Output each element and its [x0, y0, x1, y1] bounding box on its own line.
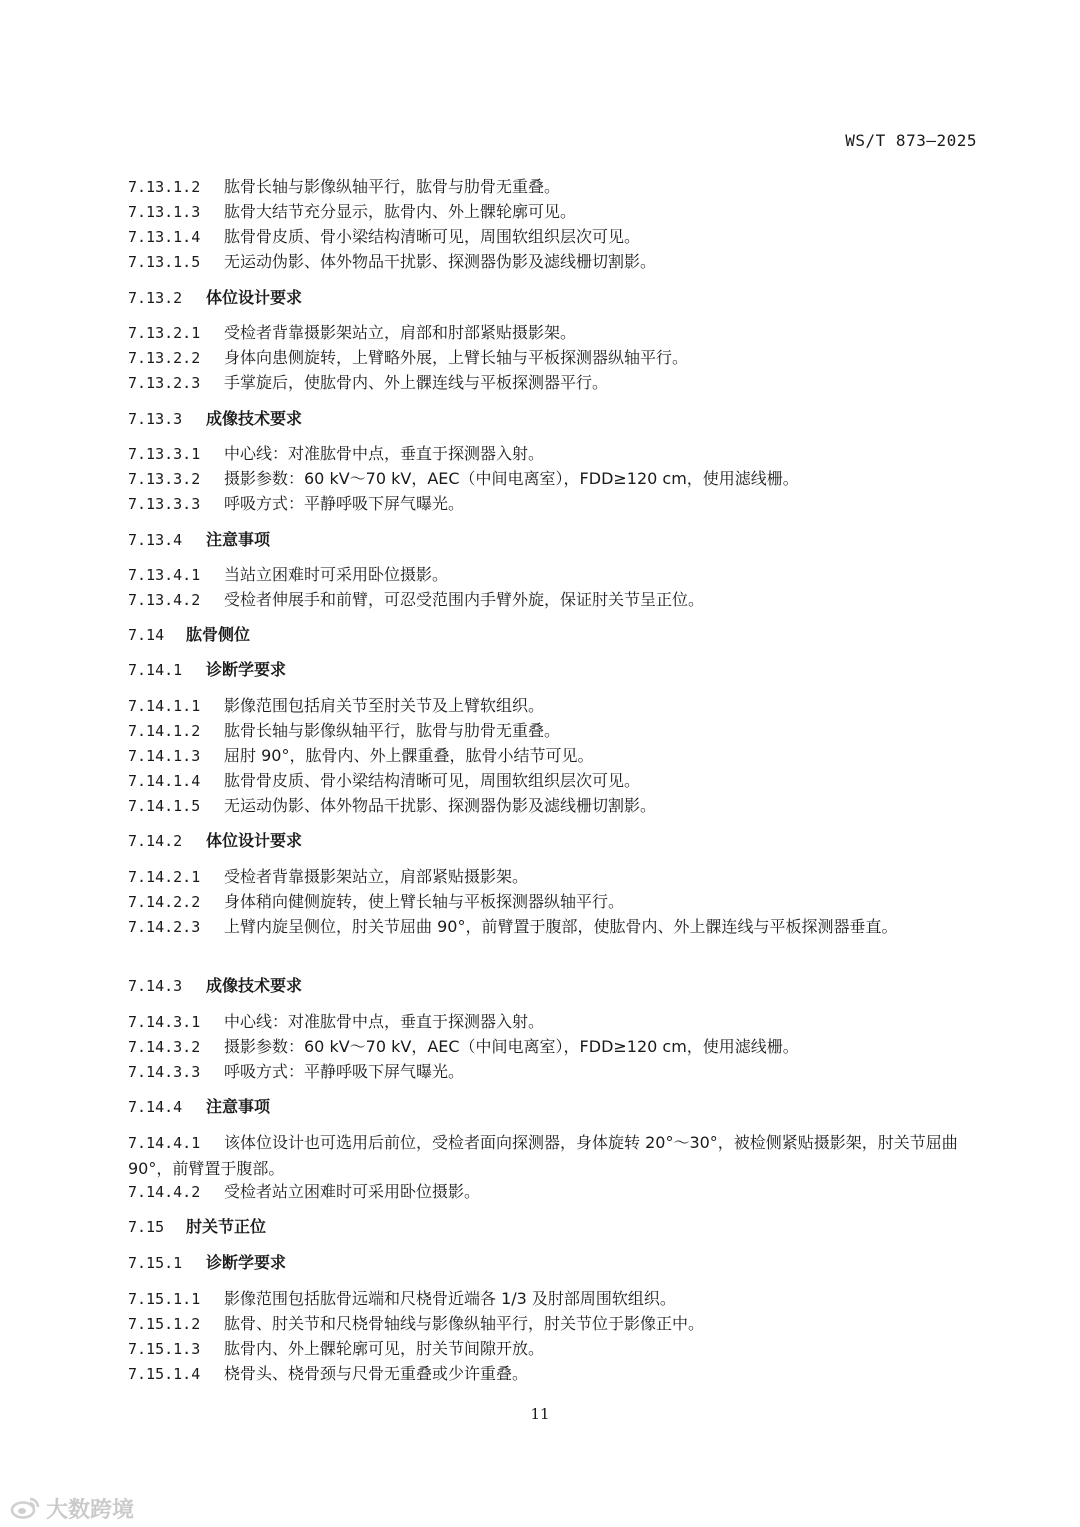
clause-item [128, 718, 978, 744]
clause-number: 7.13.2.3 [128, 374, 201, 392]
clause-number: 7.13.1.3 [128, 203, 201, 221]
clause-text: 手掌旋后，使肱骨内、外上髁连线与平板探测器平行。 [224, 373, 609, 392]
clause-number: 7.14.1.1 [128, 697, 201, 715]
clause-number: 7.14.1 [128, 661, 183, 679]
clause-text: 成像技术要求 [206, 409, 303, 428]
clause-text: 注意事项 [206, 530, 271, 549]
clause-item [128, 174, 978, 200]
clause-number: 7.14.4 [128, 1098, 183, 1116]
clause-number: 7.13.3.3 [128, 495, 201, 513]
clause-text: 肱骨骨皮质、骨小梁结构清晰可见，周围软组织层次可见。 [224, 227, 641, 246]
section-heading [128, 1250, 978, 1276]
page-number: 11 [530, 1405, 550, 1423]
clause-text: 中心线：对准肱骨中点，垂直于探测器入射。 [224, 1012, 545, 1031]
clause-item [128, 1311, 978, 1337]
clause-text: 受检者背靠摄影架站立，肩部紧贴摄影架。 [224, 867, 529, 886]
clause-number: 7.15.1.1 [128, 1290, 201, 1308]
section-heading [128, 973, 978, 999]
clause-text: 无运动伪影、体外物品干扰影、探测器伪影及滤线栅切割影。 [224, 252, 657, 271]
section-heading [128, 1094, 978, 1120]
clause-number: 7.14.1.4 [128, 772, 201, 790]
clause-number: 7.14.3.3 [128, 1063, 201, 1081]
clause-item [128, 743, 978, 769]
clause-item [128, 1361, 978, 1387]
weibo-logo-icon [10, 1497, 40, 1519]
watermark [10, 1493, 134, 1523]
clause-number: 7.15 [128, 1218, 165, 1236]
clause-text: 影像范围包括肱骨远端和尺桡骨近端各 1/3 及肘部周围软组织。 [224, 1289, 676, 1308]
clause-text: 上臂内旋呈侧位，肘关节屈曲 90°，前臂置于腹部，使肱骨内、外上髁连线与平板探测器垂直。 [224, 917, 898, 936]
clause-text: 桡骨头、桡骨颈与尺骨无重叠或少许重叠。 [224, 1364, 529, 1383]
clause-number: 7.14.4.1 [128, 1134, 201, 1152]
clause-number: 7.13.3.1 [128, 445, 201, 463]
clause-text: 摄影参数：60 kV～70 kV，AEC（中间电离室），FDD≥120 cm，使用滤线栅。 [224, 469, 799, 488]
clause-text: 诊断学要求 [206, 1253, 287, 1272]
clause-text: 诊断学要求 [206, 660, 287, 679]
clause-item [128, 793, 978, 819]
clause-item [128, 249, 978, 275]
clause-item [128, 1009, 978, 1035]
clause-number: 7.13.4.2 [128, 591, 201, 609]
clause-text: 体位设计要求 [206, 831, 303, 850]
clause-text: 体位设计要求 [206, 288, 303, 307]
standard-code: WS/T 873—2025 [845, 131, 977, 150]
clause-item [128, 768, 978, 794]
clause-item [128, 441, 978, 467]
clause-item [128, 914, 978, 940]
clause-number: 7.13.4 [128, 531, 183, 549]
clause-number: 7.15.1.3 [128, 1340, 201, 1358]
clause-number: 7.15.1 [128, 1254, 183, 1272]
clause-number: 7.14.2.1 [128, 868, 201, 886]
clause-item [128, 320, 978, 346]
clause-number: 7.13.1.2 [128, 178, 201, 196]
clause-text: 肱骨内、外上髁轮廓可见，肘关节间隙开放。 [224, 1339, 545, 1358]
section-heading [128, 828, 978, 854]
clause-text: 成像技术要求 [206, 976, 303, 995]
clause-text: 该体位设计也可选用后前位，受检者面向探测器，身体旋转 20°～30°，被检侧紧贴摄影架，肘关节屈曲 90°，前臂置于腹部。 [128, 1133, 958, 1178]
clause-number: 7.13.4.1 [128, 566, 201, 584]
clause-item [128, 1286, 978, 1312]
clause-item [128, 345, 978, 371]
watermark-text: 大数跨境 [46, 1497, 135, 1523]
clause-number: 7.15.1.4 [128, 1365, 201, 1383]
clause-item [128, 466, 978, 492]
clause-text: 肱骨大结节充分显示，肱骨内、外上髁轮廓可见。 [224, 202, 577, 221]
clause-item [128, 889, 978, 915]
clause-item [128, 1059, 978, 1085]
clause-number: 7.13.3 [128, 410, 183, 428]
clause-item [128, 693, 978, 719]
section-heading [128, 406, 978, 432]
clause-number: 7.13.1.5 [128, 253, 201, 271]
clause-text: 屈肘 90°，肱骨内、外上髁重叠，肱骨小结节可见。 [224, 746, 594, 765]
clause-text: 摄影参数：60 kV～70 kV，AEC（中间电离室），FDD≥120 cm，使用滤线栅。 [224, 1037, 799, 1056]
clause-text: 肱骨侧位 [186, 625, 251, 644]
section-heading [128, 285, 978, 311]
clause-text: 身体向患侧旋转，上臂略外展，上臂长轴与平板探测器纵轴平行。 [224, 348, 689, 367]
clause-number: 7.13.3.2 [128, 470, 201, 488]
clause-text: 受检者背靠摄影架站立，肩部和肘部紧贴摄影架。 [224, 323, 577, 342]
clause-text: 受检者伸展手和前臂，可忍受范围内手臂外旋，保证肘关节呈正位。 [224, 590, 705, 609]
clause-item [128, 199, 978, 225]
clause-number: 7.13.1.4 [128, 228, 201, 246]
clause-number: 7.13.2 [128, 289, 183, 307]
clause-number: 7.14.3.2 [128, 1038, 201, 1056]
clause-item [128, 491, 978, 517]
clause-number: 7.14.1.2 [128, 722, 201, 740]
clause-text: 肱骨长轴与影像纵轴平行，肱骨与肋骨无重叠。 [224, 177, 561, 196]
clause-item [128, 562, 978, 588]
clause-item [128, 370, 978, 396]
clause-text: 中心线：对准肱骨中点，垂直于探测器入射。 [224, 444, 545, 463]
clause-text: 肱骨、肘关节和尺桡骨轴线与影像纵轴平行，肘关节位于影像正中。 [224, 1314, 705, 1333]
clause-text: 当站立困难时可采用卧位摄影。 [224, 565, 449, 584]
clause-number: 7.13.2.1 [128, 324, 201, 342]
section-heading [128, 622, 978, 648]
clause-number: 7.14 [128, 626, 165, 644]
clause-item [128, 864, 978, 890]
clause-number: 7.14.2.3 [128, 918, 201, 936]
clause-item [128, 587, 978, 613]
clause-text: 影像范围包括肩关节至肘关节及上臂软组织。 [224, 696, 545, 715]
clause-number: 7.14.1.3 [128, 747, 201, 765]
clause-number: 7.14.3 [128, 977, 183, 995]
clause-text: 呼吸方式：平静呼吸下屏气曝光。 [224, 494, 465, 513]
clause-text: 肱骨长轴与影像纵轴平行，肱骨与肋骨无重叠。 [224, 721, 561, 740]
section-heading [128, 657, 978, 683]
clause-item [128, 1130, 978, 1181]
clause-text: 肘关节正位 [186, 1217, 267, 1236]
clause-item [128, 1034, 978, 1060]
clause-text: 受检者站立困难时可采用卧位摄影。 [224, 1182, 481, 1201]
clause-number: 7.13.2.2 [128, 349, 201, 367]
clause-number: 7.15.1.2 [128, 1315, 201, 1333]
clause-text: 无运动伪影、体外物品干扰影、探测器伪影及滤线栅切割影。 [224, 796, 657, 815]
clause-number: 7.14.2.2 [128, 893, 201, 911]
section-heading [128, 527, 978, 553]
clause-number: 7.14.3.1 [128, 1013, 201, 1031]
clause-number: 7.14.2 [128, 832, 183, 850]
clause-item [128, 1336, 978, 1362]
section-heading [128, 1214, 978, 1240]
clause-text: 呼吸方式：平静呼吸下屏气曝光。 [224, 1062, 465, 1081]
clause-text: 肱骨骨皮质、骨小梁结构清晰可见，周围软组织层次可见。 [224, 771, 641, 790]
clause-item [128, 224, 978, 250]
clause-item [128, 1179, 978, 1205]
clause-number: 7.14.4.2 [128, 1183, 201, 1201]
clause-text: 身体稍向健侧旋转，使上臂长轴与平板探测器纵轴平行。 [224, 892, 625, 911]
clause-text: 注意事项 [206, 1097, 271, 1116]
clause-number: 7.14.1.5 [128, 797, 201, 815]
